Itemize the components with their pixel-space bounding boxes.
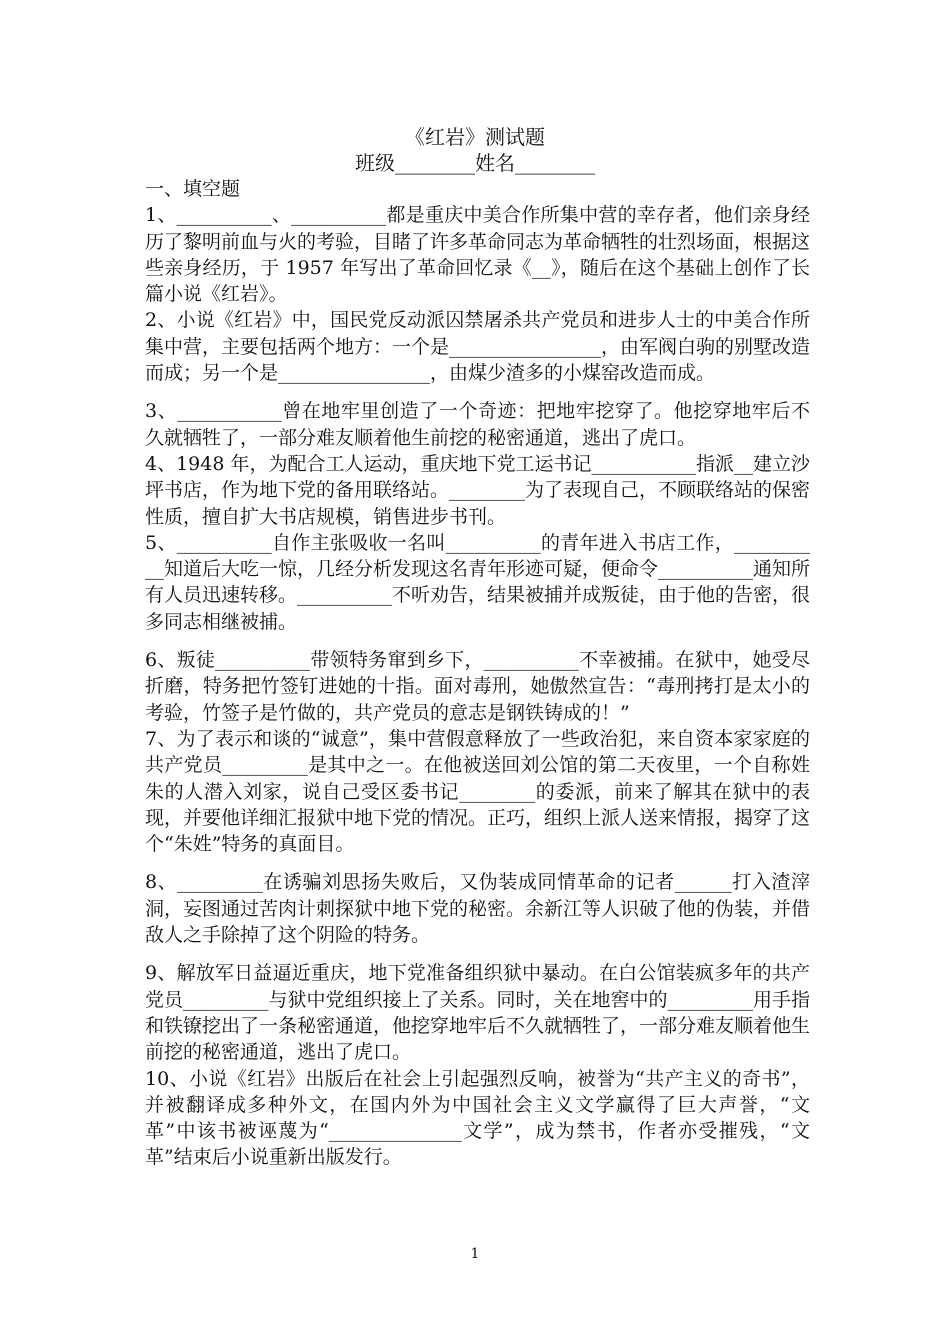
paragraph-gap bbox=[145, 635, 810, 647]
document-body bbox=[145, 176, 810, 1171]
class-name-line: 班级________姓名________ bbox=[355, 151, 595, 175]
section-heading: 一、填空题 bbox=[145, 178, 241, 200]
paragraph-gap bbox=[145, 948, 810, 960]
paragraph-gap bbox=[145, 386, 810, 398]
question-10: 10、小说《红岩》出版后在社会上引起强烈反响，被誉为“共产主义的奇书”，并被翻译成多种外文，在国内外为中国社会主义文学赢得了巨大声誉，“文革”中该书被诬蔑为“______________文学”，成为禁书，作者亦受摧残，“文革”结束后小说重新出版发行。 bbox=[145, 1067, 810, 1169]
question-8: 8、_________在诱骗刘思扬失败后，又伪装成同情革命的记者______打入渣滓洞，妄图通过苦肉计刺探狱中地下党的秘密。余新江等人识破了他的伪装，并借敌人之手除掉了这个阴险的特务。 bbox=[145, 871, 811, 947]
question-7: 7、为了表示和谈的“诚意”，集中营假意释放了一些政治犯，来自资本家家庭的共产党员_________是其中之一。在他被送回刘公馆的第二天夜里，一个自称姓朱的人潜入刘家，说自己受区委书记________的委派，前来了解其在狱中的表现，并要他详细汇报狱中地下党的情况。正巧，组织上派人送来情报，揭穿了这个“朱姓”特务的真面目。 bbox=[145, 727, 811, 856]
question-9: 9、解放军日益逼近重庆，地下党准备组织狱中暴动。在白公馆装疯多年的共产党员_________与狱中党组织接上了关系。同时，关在地窖中的_________用手指和铁镣挖出了一条秘密通道，他挖穿地牢后不久就牺牲了，一部分难友顺着他生前挖的秘密通道，逃出了虎口。 bbox=[145, 962, 811, 1064]
question-2: 2、小说《红岩》中，国民党反动派囚禁屠杀共产党员和进步人士的中美合作所集中营，主要包括两个地方：一个是________________，由军阀白驹的别墅改造而成；另一个是________________，由煤少渣多的小煤窑改造而成。 bbox=[145, 309, 811, 385]
question-5: 5、__________自作主张吸收一名叫__________的青年进入书店工作，__________知道后大吃一惊，几经分析发现这名青年形迹可疑，便命令__________通知所有人员迅速转移。__________不听劝告，结果被捕并成叛徒，由于他的告密，很多同志相继被捕。 bbox=[145, 531, 811, 633]
question-1: 1、__________、__________都是重庆中美合作所集中营的幸存者，他们亲身经历了黎明前血与火的考验，目睹了许多革命同志为革命牺牲的壮烈场面，根据这些亲身经历，于 1957 年写出了革命回忆录《__》，随后在这个基础上创作了长篇小说《红岩》。 bbox=[145, 204, 811, 306]
question-4: 4、1948 年，为配合工人运动，重庆地下党工运书记___________指派__建立沙坪书店，作为地下党的备用联络站。________为了表现自己，不顾联络站的保密性质，擅自扩大书店规模，销售进步书刊。 bbox=[145, 452, 811, 528]
question-3: 3、___________曾在地牢里创造了一个奇迹：把地牢挖穿了。他挖穿地牢后不久就牺牲了，一部分难友顺着他生前挖的秘密通道，逃出了虎口。 bbox=[145, 400, 810, 449]
page-number: 1 bbox=[470, 1246, 480, 1262]
document-title: 《红岩》测试题 bbox=[405, 125, 545, 149]
paragraph-gap bbox=[145, 857, 810, 869]
question-6: 6、叛徒__________带领特务窜到乡下，__________不幸被捕。在狱中，她受尽折磨，特务把竹签钉进她的十指。面对毒刑，她傲然宣告：“毒刑拷打是太小的考验，竹签子是竹做的，共产党员的意志是钢铁铸成的！” bbox=[145, 649, 810, 724]
